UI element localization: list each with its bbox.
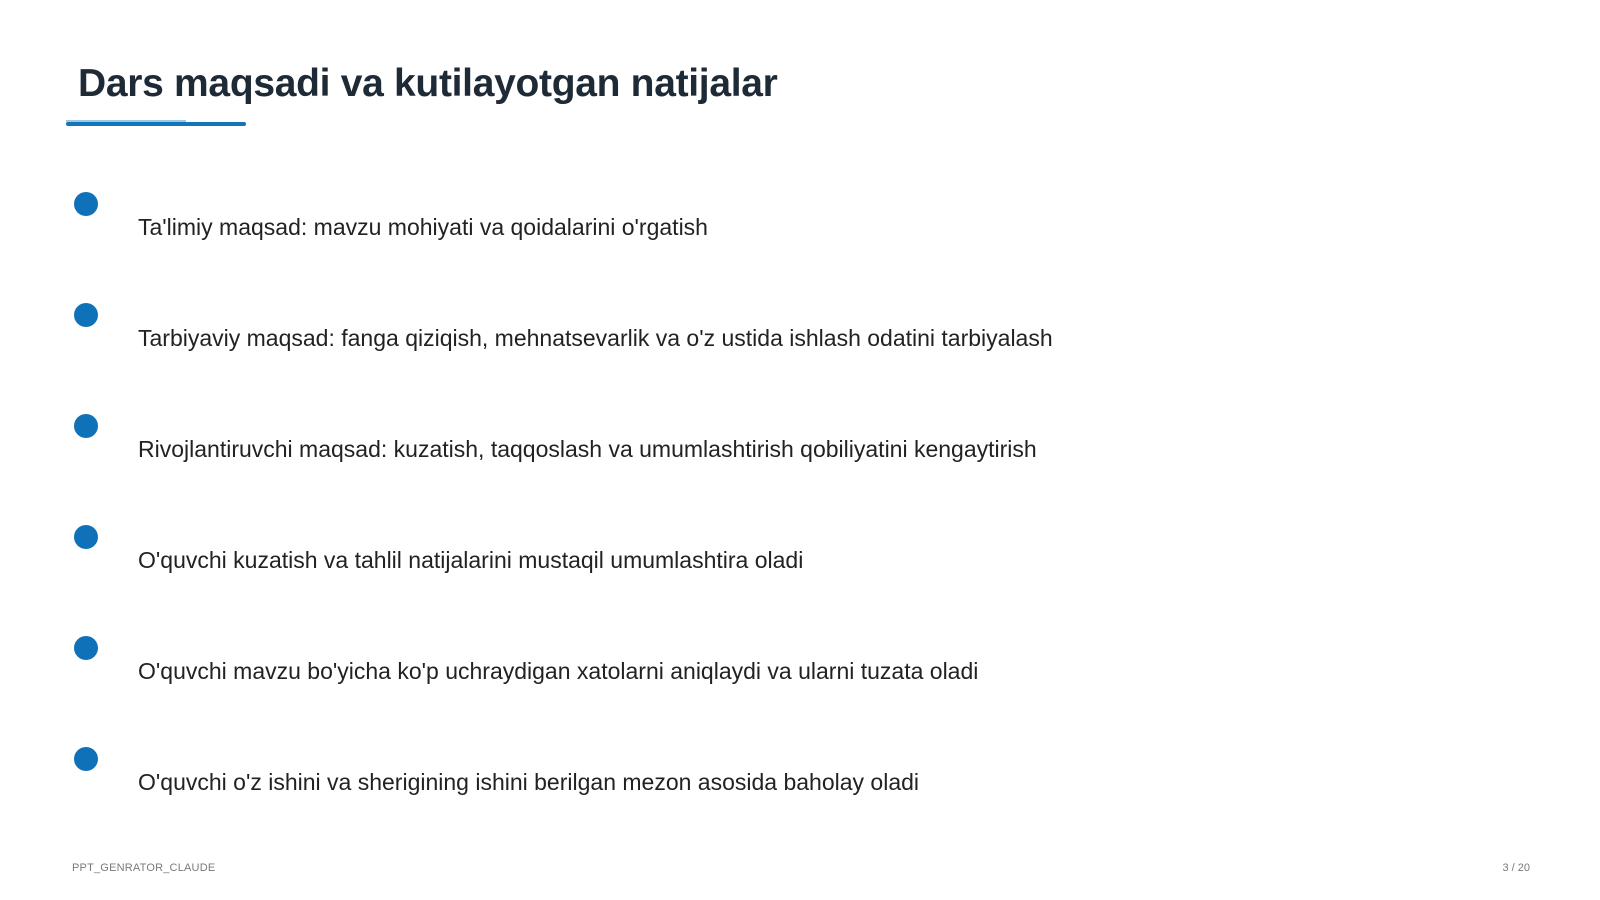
bullet-item: [74, 636, 1474, 696]
bullet-text: Rivojlantiruvchi maqsad: kuzatish, taqqoslash va umumlashtirish qobiliyatini kengaytirish: [138, 436, 1037, 462]
title-underline: [66, 122, 246, 126]
bullet-dot-icon: [74, 192, 98, 216]
page-indicator: 3 / 20: [1502, 862, 1530, 874]
bullet-dot-icon: [74, 414, 98, 438]
bullet-dot-icon: [74, 636, 98, 660]
bullet-text: Tarbiyaviy maqsad: fanga qiziqish, mehnatsevarlik va o'z ustida ishlash odatini tarbiyalash: [138, 325, 1053, 351]
bullet-item: [74, 414, 1474, 474]
bullet-item: [74, 192, 1474, 252]
footer-label: PPT_GENRATOR_CLAUDE: [72, 862, 216, 874]
bullet-dot-icon: [74, 525, 98, 549]
bullet-text: Ta'limiy maqsad: mavzu mohiyati va qoidalarini o'rgatish: [138, 214, 708, 240]
bullet-text: O'quvchi kuzatish va tahlil natijalarini mustaqil umumlashtira oladi: [138, 547, 804, 573]
bullet-item: [74, 303, 1474, 363]
bullet-item: [74, 747, 1474, 807]
bullet-dot-icon: [74, 747, 98, 771]
bullet-text: O'quvchi mavzu bo'yicha ko'p uchraydigan xatolarni aniqlaydi va ularni tuzata oladi: [138, 658, 979, 684]
bullet-dot-icon: [74, 303, 98, 327]
bullet-text: O'quvchi o'z ishini va sherigining ishini berilgan mezon asosida baholay oladi: [138, 769, 920, 795]
bullet-item: [74, 525, 1474, 585]
slide-title: Dars maqsadi va kutilayotgan natijalar: [78, 62, 778, 105]
